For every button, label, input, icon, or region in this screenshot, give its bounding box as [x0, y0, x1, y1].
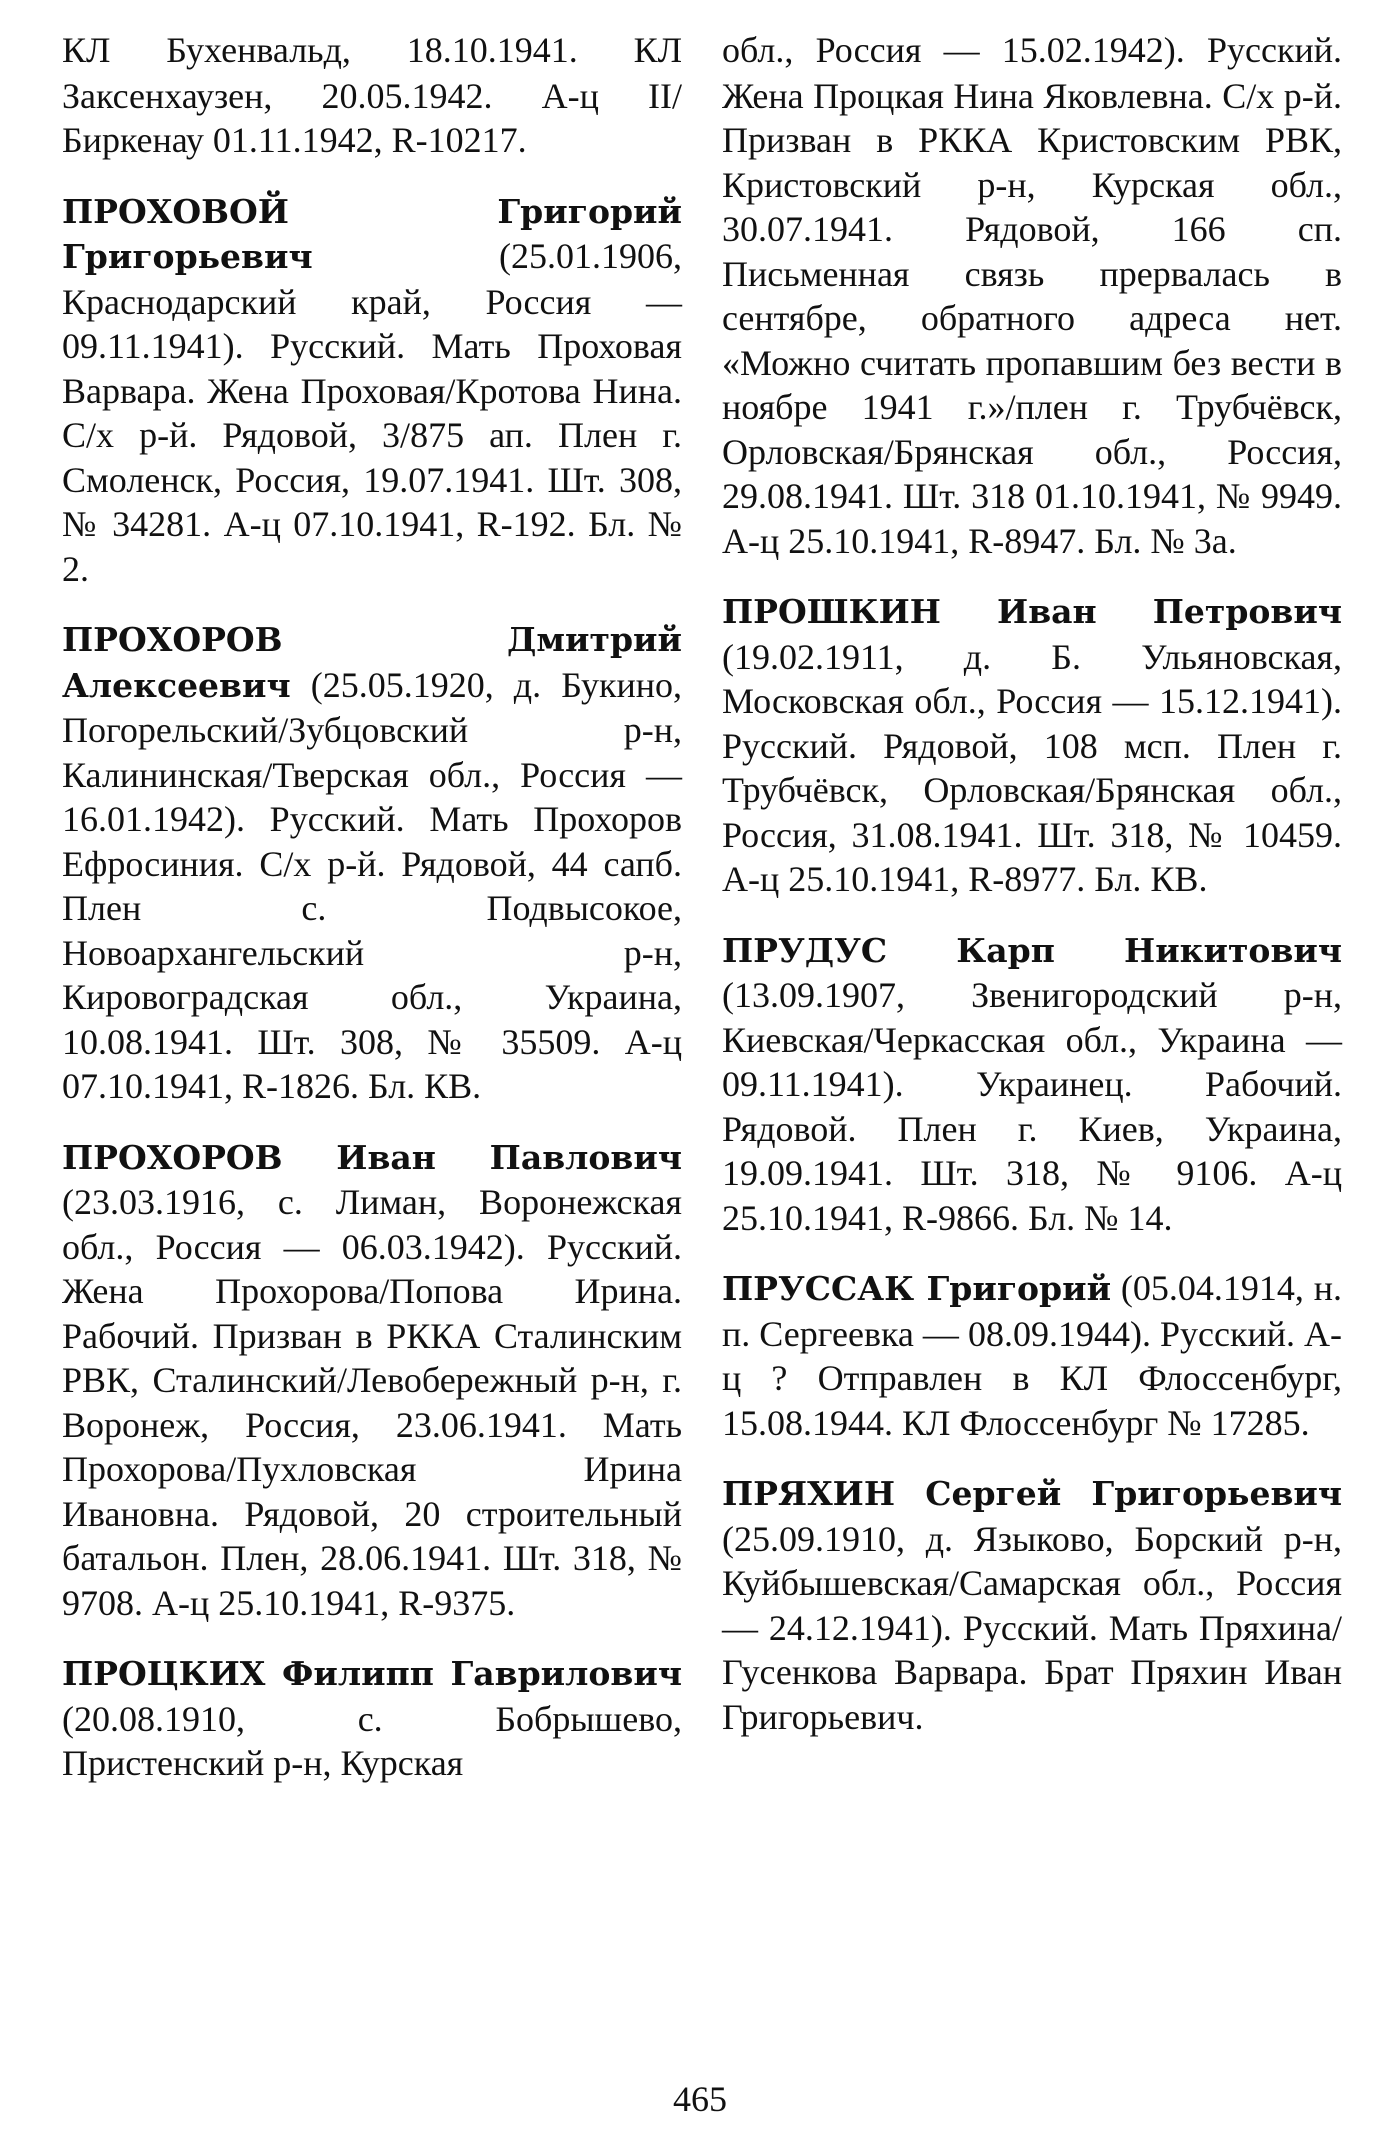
entry-prussak — [722, 1266, 1342, 1445]
entry-prokhorov-ivan — [62, 1135, 682, 1626]
entry-heading: ПРОХОВОЙ Григорий Григорьевич — [62, 191, 682, 276]
entry-text: (19.02.1911, д. Б. Ульяновская, Московская обл., Россия — 15.12.1941). Русский. Рядовой, 108 мсп. Плен г. Трубчёвск, Орловская/Брянская обл., Россия, 31.08.1941. Шт. 318, № 10459. А-ц 25.10.1941, R-8977. Бл. КВ. — [722, 636, 1342, 899]
entry-proshkin — [722, 589, 1342, 902]
entry-text: (13.09.1907, Звенигородский р-н, Киевская/Черкасская обл., Украина — 09.11.1941). Украинец. Рабочий. Рядовой. Плен г. Киев, Украина, 19.09.1941. Шт. 318, № 9106. А-ц 25.10.1941, R-9866. Бл. № 14. — [722, 975, 1342, 1238]
entry-text: (25.05.1920, д. Букино, Погорельский/Зубцовский р-н, Калининская/Тверская обл., Россия — 16.01.1942). Русский. Мать Прохоров Ефросиния. С/х р-й. Рядовой, 44 сапб. Плен с. Подвысокое, Новоархангельский р-н, Кировоградская обл., Украина, 10.08.1941. Шт. 308, № 35509. А-ц 07.10.1941, R-1826. Бл. КВ. — [62, 664, 682, 1106]
right-column — [722, 28, 1342, 1765]
entry-heading: ПРОХОРОВ Иван Павлович — [62, 1137, 682, 1177]
entry-continuation — [722, 28, 1342, 563]
entry-heading: ПРЯХИН Сергей Григорьевич — [722, 1474, 1342, 1513]
entry-text: обл., Россия — 15.02.1942). Русский. Жена Процкая Нина Яковлевна. С/х р-й. Призван в РККА Кристовским РВК, Кристовский р-н, Курская обл., 30.07.1941. Рядовой, 166 сп. Письменная связь прервалась в сентябре, обратного адреса нет. «Можно считать пропавшим без вести в ноябре 1941 г.»/плен г. Трубчёвск, Орловская/Брянская обл., Россия, 29.08.1941. Шт. 318 01.10.1941, № 9949. А-ц 25.10.1941, R-8947. Бл. № 3а. — [722, 30, 1342, 561]
entry-heading: ПРУССАК Григорий — [722, 1269, 1112, 1308]
entry-heading: ПРОШКИН Иван Петрович — [722, 592, 1342, 631]
entry-text: КЛ Бухенвальд, 18.10.1941. КЛ Заксенхаузен, 20.05.1942. А-ц II/Биркенау 01.11.1942, R-10217. — [62, 30, 682, 160]
entry-heading: ПРУДУС Карп Никитович — [722, 930, 1342, 970]
entry-text: (05.04.1914, н. п. Сергеевка — 08.09.1944). Русский. А-ц ? Отправлен в КЛ Флоссенбург, 15.08.1944. КЛ Флоссенбург № 17285. — [722, 1268, 1342, 1443]
entry-text: (23.03.1916, с. Лиман, Воронежская обл., Россия — 06.03.1942). Русский. Жена Прохорова/Попова Ирина. Рабочий. Призван в РККА Сталинским РВК, Сталинский/Левобережный р-н, г. Воронеж, Россия, 23.06.1941. Мать Прохорова/Пухловская Ирина Ивановна. Рядовой, 20 строительный батальон. Плен, 28.06.1941. Шт. 318, № 9708. А-ц 25.10.1941, R-9375. — [62, 1182, 682, 1623]
entry-prudus — [722, 928, 1342, 1241]
entry-text: (20.08.1910, с. Бобрышево, Пристенский р-н, Курская — [62, 1698, 682, 1783]
entry-protskikh — [62, 1651, 682, 1786]
entry-heading: ПРОЦКИХ Филипп Гаврилович — [62, 1654, 682, 1693]
entry-continuation — [62, 28, 682, 163]
entry-prokhorov-dmitriy — [62, 617, 682, 1109]
left-column — [62, 28, 682, 1812]
page-number: 465 — [673, 2079, 727, 2119]
entry-text: (25.01.1906, Краснодарский край, Россия — 09.11.1941). Русский. Мать Проховая Варвара. Жена Проховая/Кротова Нина. С/х р-й. Рядовой, 3/875 ап. Плен г. Смоленск, Россия, 19.07.1941. Шт. 308, № 34281. А-ц 07.10.1941, R-192. Бл. № 2. — [62, 236, 682, 589]
entry-pryakhin — [722, 1471, 1342, 1739]
entry-heading: ПРОХОРОВ Дмитрий Алексеевич — [62, 620, 682, 705]
entry-prokhovoy — [62, 189, 682, 592]
entry-text: (25.09.1910, д. Языково, Борский р-н, Куйбышевская/Самарская обл., Россия — 24.12.1941). Русский. Мать Пряхина/Гусенкова Варвара. Брат Пряхин Иван Григорьевич. — [722, 1518, 1342, 1737]
